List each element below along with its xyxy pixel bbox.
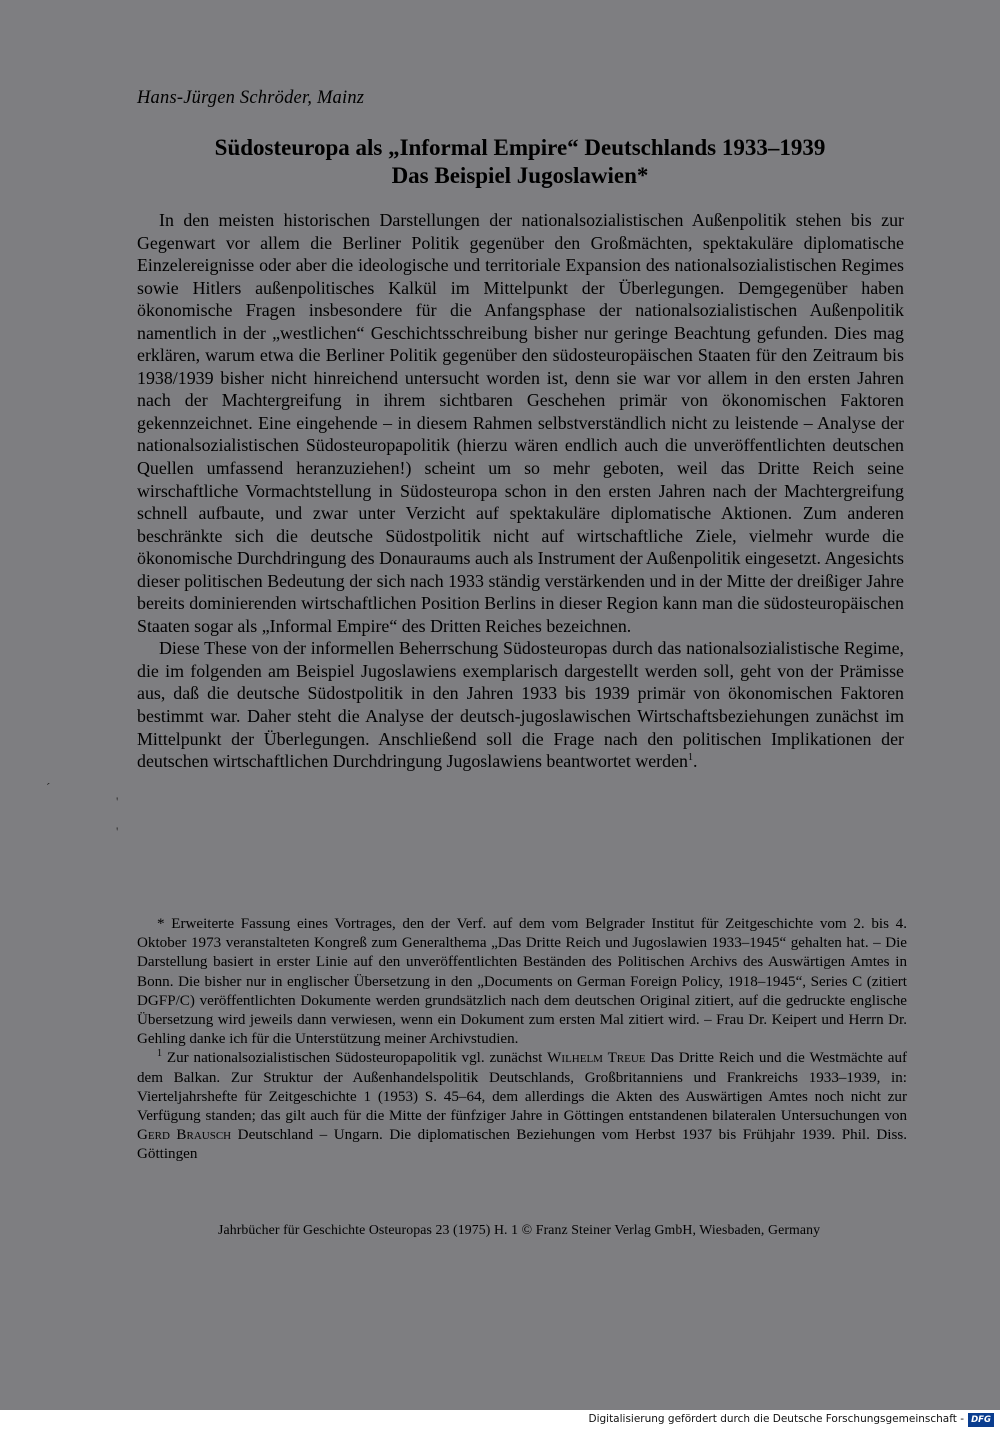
footnote-1 (137, 1049, 907, 1164)
body-paragraph-2-text: Diese These von der informellen Beherrschung Südosteuropas durch das nationalsozialistische Regime, die im folgenden am Beispiel Jugoslawiens exemplarisch dargestellt werden soll, geht von der Prämisse aus, daß die deutsche Südostpolitik in den Jahren 1933 bis 1939 primär von ökonomischen Faktoren bestimmt war. Daher steht die Analyse der deutsch-jugoslawischen Wirtschaftsbeziehungen zunächst im Mittelpunkt der Überlegungen. Anschließend soll die Frage nach den politischen Implikationen der deutschen wirtschaftlichen Durchdringung Jugoslawiens beantwortet werden (137, 638, 904, 772)
margin-mark: ' (116, 794, 119, 809)
footnote-1-number: 1 (157, 1048, 162, 1060)
journal-footer: Jahrbücher für Geschichte Osteuropas 23 (1975) H. 1 © Franz Steiner Verlag GmbH, Wiesbaden, Germany (218, 1222, 821, 1237)
body-paragraph-2 (137, 637, 904, 772)
footnote-1-text-b: Das Dritte Reich und die Westmächte auf dem Balkan. Zur Struktur der Außenhandelspolitik Deutschlands, Großbritanniens und Frankreichs 1933–1939, in: Vierteljahrshefte für Zeitgeschichte 1 (1953) S. 45–64, dem allerdings die Akten des Auswärtigen Amtes noch nicht zur Verfügung standen; das gilt auch für die Mitte der fünfziger Jahre in Göttingen entstandenen bilateralen Untersuchungen von (137, 1050, 908, 1125)
footnote-star: * Erweiterte Fassung eines Vortrages, den der Verf. auf dem vom Belgrader Institut für Zeitgeschichte vom 2. bis 4. Oktober 1973 veranstalteten Kongreß zum Generalthema „Das Dritte Reich und Jugoslawien 1933–1945“ gehalten hat. – Die Darstellung basiert in erster Linie auf den unveröffentlichten Beständen des Politischen Archivs des Auswärtigen Amtes in Bonn. Die bisher nur in englischer Übersetzung in den „Documents on German Foreign Policy, 1918–1945“, Series C (zitiert DGFP/C) veröffentlichten Dokumente werden grundsätzlich nach dem deutschen Original zitiert, auf die gedruckte englische Übersetzung wird jeweils dann verwiesen, wenn ein Dokument zum ersten Mal zitiert wird. – Frau Dr. Keipert und Herrn Dr. Gehling danke ich für die Unterstützung meiner Archivstudien. (137, 916, 907, 1048)
digitization-bar (0, 1410, 1000, 1431)
margin-mark: ´ (46, 780, 51, 795)
margin-mark: ' (116, 824, 119, 839)
cited-author-brausch: Gerd Brausch (137, 1127, 232, 1144)
body-paragraph-2-end: . (692, 751, 698, 772)
title-line-2: Das Beispiel Jugoslawien* (391, 163, 649, 188)
article-body (137, 209, 904, 773)
digitization-credit: Digitalisierung gefördert durch die Deutsche Forschungsgemeinschaft - (588, 1413, 964, 1425)
article-title (120, 134, 920, 190)
footnote-1-text-a: Zur nationalsozialistischen Südosteuropapolitik vgl. zunächst (162, 1050, 548, 1067)
footnotes (137, 915, 907, 1165)
body-paragraph-1: In den meisten historischen Darstellungen der nationalsozialistischen Außenpolitik stehen bis zur Gegenwart vor allem die Berliner Politik gegenüber den Großmächten, spektakuläre diplomatische Einzelereignisse oder aber die ideologische und territoriale Expansion des nationalsozialistischen Regimes sowie Hitlers außenpolitisches Kalkül im Mittelpunkt der Überlegungen. Demgegenüber haben ökonomische Fragen insbesondere für die Anfangsphase der nationalsozialistischen Außenpolitik namentlich in der „westlichen“ Geschichtsschreibung bisher nur geringe Beachtung gefunden. Dies mag erklären, warum etwa die Berliner Politik gegenüber den südosteuropäischen Staaten für den Zeitraum bis 1938/1939 bisher nicht hinreichend untersucht worden ist, denn sie war vor allem in den ersten Jahren nach der Machtergreifung in ihrem sichtbaren Geschehen primär von ökonomischen Faktoren gekennzeichnet. Eine eingehende – in diesem Rahmen selbstverständlich nicht zu leistende – Analyse der nationalsozialistischen Südosteuropapolitik (hierzu wären endlich auch die unveröffentlichten deutschen Quellen umfassend heranzuziehen!) scheint um so mehr geboten, weil das Dritte Reich seine wirschaftliche Vormachtstellung in Südosteuropa schon in den ersten Jahren nach der Machtergreifung schnell aufbaute, und zwar unter Verzicht auf spektakuläre diplomatische Aktionen. Zum anderen beschränkte sich die deutsche Südostpolitik nicht auf wirtschaftliche Ziele, vielmehr wurde die ökonomische Durchdringung des Donauraums auch als Instrument der Außenpolitik eingesetzt. Angesichts dieser politischen Bedeutung der sich nach 1933 ständig verstärkenden und in der Mitte der dreißiger Jahre bereits dominierenden wirtschaftlichen Position Berlins in dieser Region kann man die südosteuropäischen Staaten sogar als „Informal Empire“ des Dritten Reiches bezeichnen. (137, 210, 904, 636)
dfg-logo-icon: DFG (968, 1413, 994, 1427)
author-line: Hans-Jürgen Schröder, Mainz (137, 88, 365, 108)
footnote-1-text-c: Deutschland – Ungarn. Die diplomatischen Beziehungen vom Herbst 1937 bis Frühjahr 1939. Phil. Diss. Göttingen (137, 1127, 908, 1163)
title-line-1: Südosteuropa als „Informal Empire“ Deutschlands 1933–1939 (214, 135, 826, 160)
footnote-ref-1: 1 (687, 752, 693, 764)
cited-author-treue: Wilhelm Treue (547, 1050, 646, 1067)
